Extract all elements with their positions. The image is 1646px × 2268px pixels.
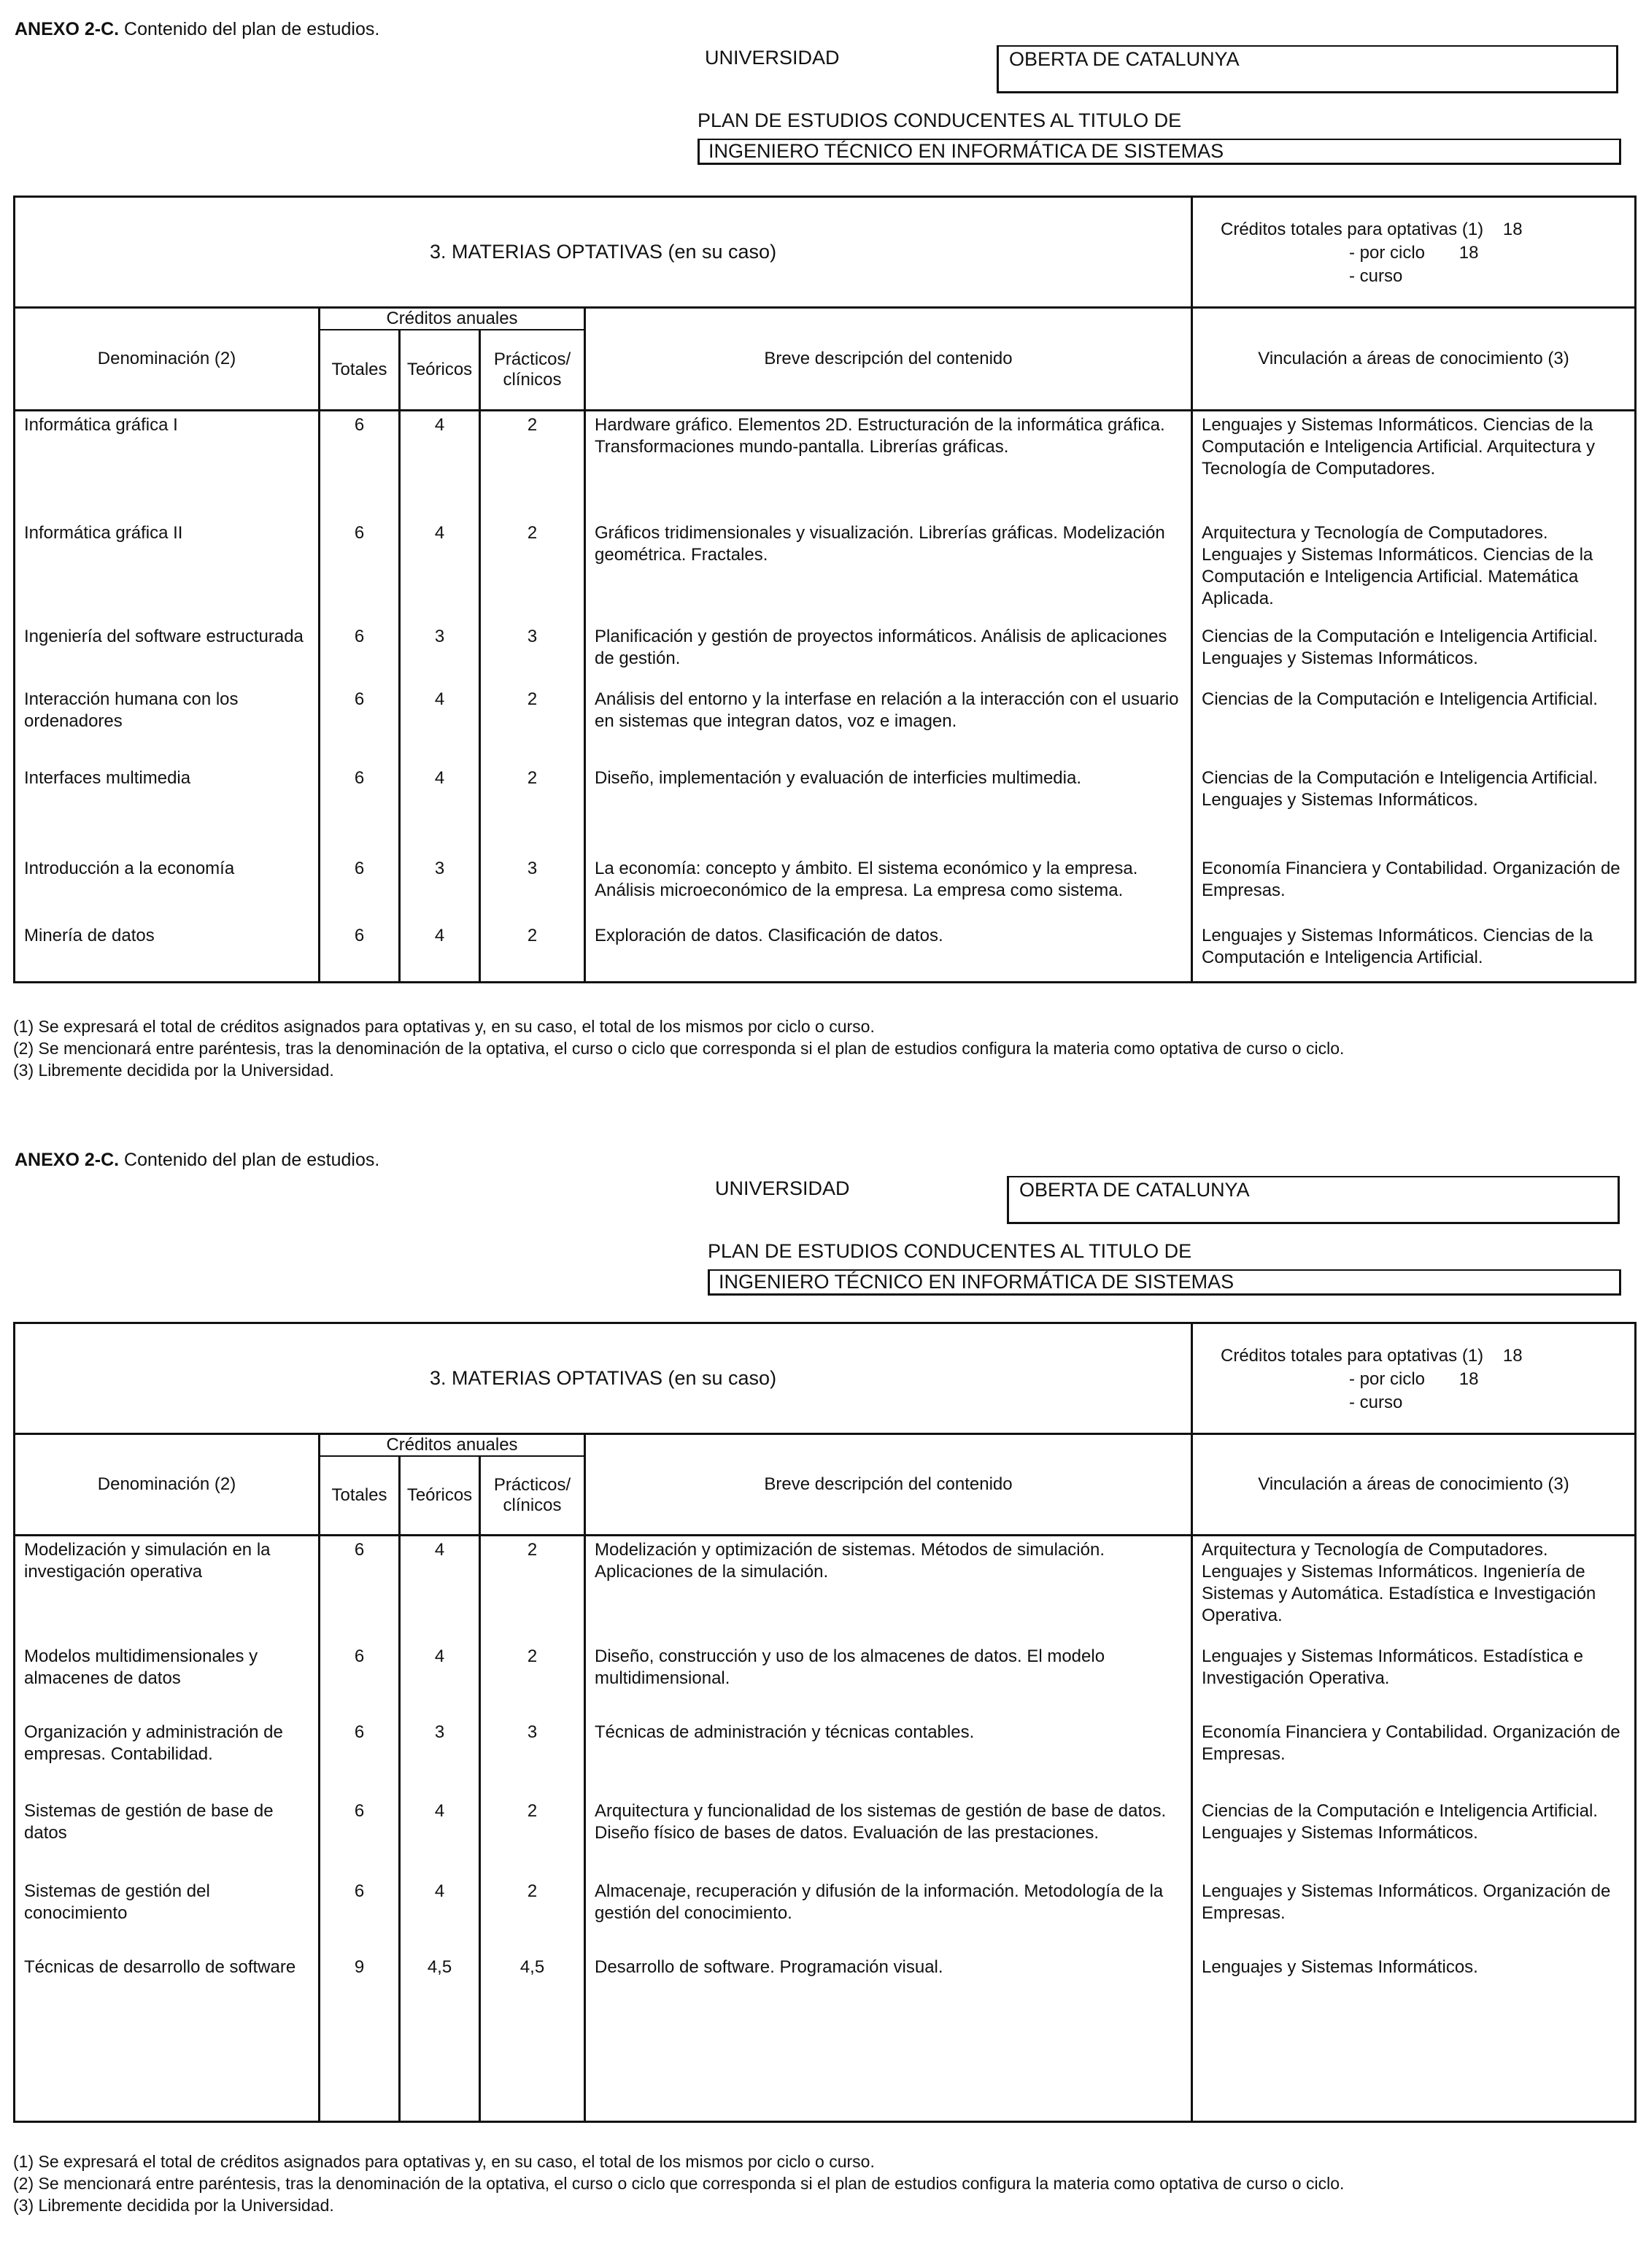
plan-label: PLAN DE ESTUDIOS CONDUCENTES AL TITULO DE [708,1240,1192,1262]
row-teoricos: 4 [400,686,480,765]
table-row [15,1719,1636,1797]
row-totales: 6 [320,623,400,686]
row-teoricos: 4 [400,922,480,982]
row-denominacion: Ingeniería del software estructurada [15,623,320,686]
row-vinculacion: Ciencias de la Computación e Inteligencia Artificial. Lenguajes y Sistemas Informáticos. [1192,1797,1636,1878]
row-denominacion: Informática gráfica II [15,519,320,623]
row-vinculacion: Lenguajes y Sistemas Informáticos. [1192,1954,1636,2121]
row-teoricos: 4,5 [400,1954,480,2121]
row-descripcion: La economía: concepto y ámbito. El sistema económico y la empresa. Análisis microeconómico de la empresa. La empresa como sistema. [585,855,1192,922]
row-denominacion: Minería de datos [15,922,320,982]
row-vinculacion: Lenguajes y Sistemas Informáticos. Ciencias de la Computación e Inteligencia Artificial. Arquitectura y Tecnología de Computadores. [1192,410,1636,519]
table-title: 3. MATERIAS OPTATIVAS (en su caso) [15,197,1192,308]
header-denominacion: Denominación (2) [15,308,320,411]
row-practicos: 3 [480,623,585,686]
header-denominacion: Denominación (2) [15,1434,320,1536]
header-teoricos: Teóricos [400,330,480,410]
table-row [15,922,1636,982]
plan-label: PLAN DE ESTUDIOS CONDUCENTES AL TITULO DE [698,109,1182,131]
header-vinculacion: Vinculación a áreas de conocimiento (3) [1192,1434,1636,1536]
row-vinculacion: Lenguajes y Sistemas Informáticos. Organización de Empresas. [1192,1878,1636,1954]
row-totales: 6 [320,765,400,855]
row-descripcion: Gráficos tridimensionales y visualización. Librerías gráficas. Modelización geométrica. Fractales. [585,519,1192,623]
row-practicos: 4,5 [480,1954,585,2121]
row-practicos: 2 [480,1797,585,1878]
header-totales: Totales [320,1456,400,1535]
row-totales: 6 [320,519,400,623]
row-totales: 6 [320,1797,400,1878]
row-denominacion: Sistemas de gestión de base de datos [15,1797,320,1878]
row-denominacion: Interfaces multimedia [15,765,320,855]
plan-value-box: INGENIERO TÉCNICO EN INFORMÁTICA DE SISTEMAS [708,1269,1621,1296]
row-practicos: 2 [480,519,585,623]
row-vinculacion: Ciencias de la Computación e Inteligencia Artificial. Lenguajes y Sistemas Informáticos. [1192,765,1636,855]
table-row [15,1535,1636,1643]
creditos-totales: Créditos totales para optativas (1) 18 - por ciclo 18 - curso [1192,197,1636,308]
header-creditos-anuales: Créditos anuales [320,1434,585,1457]
footnote-1: (1) Se expresará el total de créditos asignados para optativas y, en su caso, el total de los mismos por ciclo o curso. [13,2152,875,2171]
table-row [15,519,1636,623]
row-vinculacion: Ciencias de la Computación e Inteligencia Artificial. [1192,686,1636,765]
creditos-totales: Créditos totales para optativas (1) 18 - por ciclo 18 - curso [1192,1323,1636,1434]
row-totales: 6 [320,922,400,982]
table-row [15,855,1636,922]
header-descripcion: Breve descripción del contenido [585,1434,1192,1536]
row-descripcion: Diseño, implementación y evaluación de interficies multimedia. [585,765,1192,855]
row-denominacion: Sistemas de gestión del conocimiento [15,1878,320,1954]
row-descripcion: Diseño, construcción y uso de los almacenes de datos. El modelo multidimensional. [585,1643,1192,1719]
row-teoricos: 4 [400,1797,480,1878]
row-vinculacion: Arquitectura y Tecnología de Computadores. Lenguajes y Sistemas Informáticos. Ingeniería de Sistemas y Automática. Estadística e Investigación Operativa. [1192,1535,1636,1643]
row-totales: 6 [320,1643,400,1719]
table-row [15,410,1636,519]
row-descripcion: Desarrollo de software. Programación visual. [585,1954,1192,2121]
row-teoricos: 3 [400,623,480,686]
row-totales: 9 [320,1954,400,2121]
row-totales: 6 [320,1878,400,1954]
row-practicos: 3 [480,855,585,922]
row-teoricos: 4 [400,1643,480,1719]
header-practicos: Prácticos/ clínicos [480,330,585,410]
header-descripcion: Breve descripción del contenido [585,308,1192,411]
table-row [15,623,1636,686]
row-vinculacion: Ciencias de la Computación e Inteligencia Artificial. Lenguajes y Sistemas Informáticos. [1192,623,1636,686]
row-denominacion: Técnicas de desarrollo de software [15,1954,320,2121]
row-teoricos: 4 [400,1878,480,1954]
footnote-2: (2) Se mencionará entre paréntesis, tras la denominación de la optativa, el curso o ciclo que corresponda si el plan de estudios configura la materia como optativa de curso o ciclo. [13,1039,1345,1058]
row-practicos: 2 [480,765,585,855]
row-descripcion: Exploración de datos. Clasificación de datos. [585,922,1192,982]
footnote-3: (3) Libremente decidida por la Universidad. [13,2196,334,2215]
universidad-value-box: OBERTA DE CATALUNYA [997,45,1618,93]
plan-value-box: INGENIERO TÉCNICO EN INFORMÁTICA DE SISTEMAS [698,139,1621,165]
row-teoricos: 4 [400,765,480,855]
row-descripcion: Hardware gráfico. Elementos 2D. Estructuración de la informática gráfica. Transformaciones mundo-pantalla. Librerías gráficas. [585,410,1192,519]
row-denominacion: Organización y administración de empresas. Contabilidad. [15,1719,320,1797]
row-practicos: 2 [480,410,585,519]
row-descripcion: Arquitectura y funcionalidad de los sistemas de gestión de base de datos. Diseño físico de bases de datos. Evaluación de las prestaciones. [585,1797,1192,1878]
materias-optativas-table [13,1322,1637,2123]
table-row [15,765,1636,855]
row-vinculacion: Lenguajes y Sistemas Informáticos. Estadística e Investigación Operativa. [1192,1643,1636,1719]
footnote-3: (3) Libremente decidida por la Universidad. [13,1061,334,1080]
row-descripcion: Almacenaje, recuperación y difusión de la información. Metodología de la gestión del conocimiento. [585,1878,1192,1954]
row-totales: 6 [320,855,400,922]
table-row [15,1643,1636,1719]
row-totales: 6 [320,1719,400,1797]
row-practicos: 2 [480,1535,585,1643]
row-descripcion: Técnicas de administración y técnicas contables. [585,1719,1192,1797]
row-teoricos: 3 [400,855,480,922]
row-descripcion: Análisis del entorno y la interfase en relación a la interacción con el usuario en sistemas que integran datos, voz e imagen. [585,686,1192,765]
anexo-heading: ANEXO 2-C. Contenido del plan de estudios. [15,19,380,39]
table-row [15,1954,1636,2121]
row-totales: 6 [320,1535,400,1643]
row-totales: 6 [320,686,400,765]
header-totales: Totales [320,330,400,410]
universidad-label: UNIVERSIDAD [715,1177,850,1199]
header-practicos: Prácticos/ clínicos [480,1456,585,1535]
footnotes [13,1015,1344,1081]
row-denominacion: Informática gráfica I [15,410,320,519]
row-vinculacion: Arquitectura y Tecnología de Computadores. Lenguajes y Sistemas Informáticos. Ciencias de la Computación e Inteligencia Artificial. Matemática Aplicada. [1192,519,1636,623]
row-practicos: 3 [480,1719,585,1797]
universidad-value-box: OBERTA DE CATALUNYA [1007,1176,1620,1224]
footnote-1: (1) Se expresará el total de créditos asignados para optativas y, en su caso, el total de los mismos por ciclo o curso. [13,1017,875,1036]
table-row [15,1797,1636,1878]
row-practicos: 2 [480,1643,585,1719]
universidad-label: UNIVERSIDAD [705,47,840,69]
row-teoricos: 4 [400,1535,480,1643]
row-practicos: 2 [480,1878,585,1954]
row-denominacion: Interacción humana con los ordenadores [15,686,320,765]
anexo-heading: ANEXO 2-C. Contenido del plan de estudios. [15,1150,380,1170]
row-totales: 6 [320,410,400,519]
row-teoricos: 4 [400,519,480,623]
row-practicos: 2 [480,686,585,765]
table-row [15,686,1636,765]
footnotes [13,2151,1344,2216]
header-vinculacion: Vinculación a áreas de conocimiento (3) [1192,308,1636,411]
row-vinculacion: Economía Financiera y Contabilidad. Organización de Empresas. [1192,855,1636,922]
row-vinculacion: Economía Financiera y Contabilidad. Organización de Empresas. [1192,1719,1636,1797]
row-teoricos: 4 [400,410,480,519]
row-teoricos: 3 [400,1719,480,1797]
materias-optativas-table [13,196,1637,983]
table-title: 3. MATERIAS OPTATIVAS (en su caso) [15,1323,1192,1434]
row-denominacion: Modelos multidimensionales y almacenes de datos [15,1643,320,1719]
row-descripcion: Modelización y optimización de sistemas. Métodos de simulación. Aplicaciones de la simulación. [585,1535,1192,1643]
header-teoricos: Teóricos [400,1456,480,1535]
row-descripcion: Planificación y gestión de proyectos informáticos. Análisis de aplicaciones de gestión. [585,623,1192,686]
row-denominacion: Introducción a la economía [15,855,320,922]
table-row [15,1878,1636,1954]
footnote-2: (2) Se mencionará entre paréntesis, tras la denominación de la optativa, el curso o ciclo que corresponda si el plan de estudios configura la materia como optativa de curso o ciclo. [13,2174,1345,2193]
row-denominacion: Modelización y simulación en la investigación operativa [15,1535,320,1643]
header-creditos-anuales: Créditos anuales [320,308,585,330]
row-practicos: 2 [480,922,585,982]
row-vinculacion: Lenguajes y Sistemas Informáticos. Ciencias de la Computación e Inteligencia Artificial. [1192,922,1636,982]
